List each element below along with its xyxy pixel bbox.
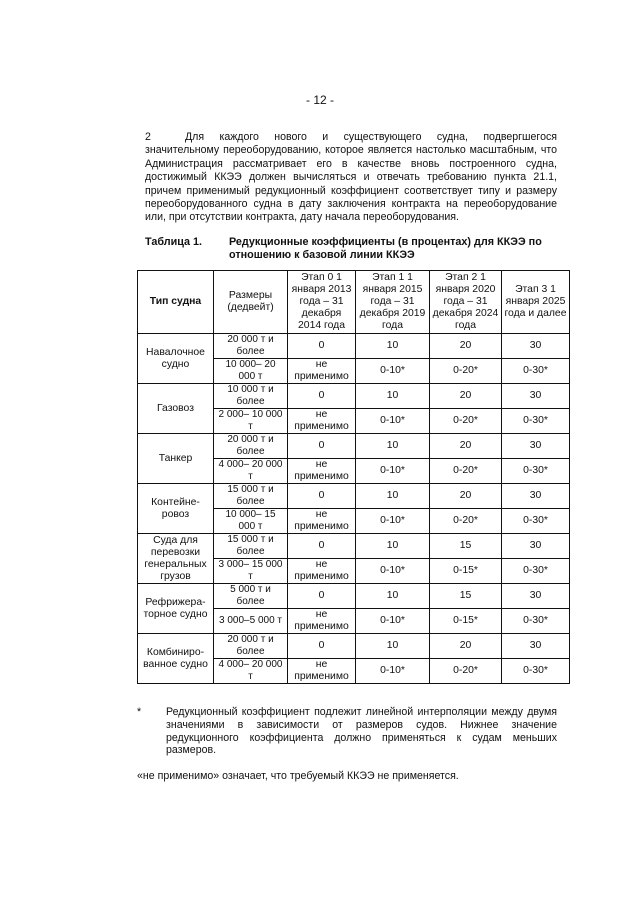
table-title: Редукционные коэффициенты (в процентах) для ККЭЭ по отношению к базовой линии ККЭЭ [229,236,542,261]
ship-type-cell: Контейне- ровоз [138,484,214,534]
header-phase-3: Этап 3 1 января 2025 года и далее [502,271,570,334]
phase-0-cell: 0 [288,484,356,509]
table-row [138,334,570,359]
size-cell: 4 000– 20 000 т [214,459,288,484]
phase-1-cell: 10 [356,484,430,509]
size-cell: 10 000– 15 000 т [214,509,288,534]
table-header-row [138,271,570,334]
phase-0-cell: не применимо [288,659,356,684]
table-row [138,584,570,609]
size-cell: 15 000 т и более [214,534,288,559]
intro-paragraph [145,131,557,225]
phase-2-cell: 0-20* [430,359,502,384]
phase-2-cell: 15 [430,584,502,609]
ship-type-cell: Газовоз [138,384,214,434]
phase-3-cell: 30 [502,384,570,409]
size-cell: 10 000– 20 000 т [214,359,288,384]
size-cell: 2 000– 10 000 т [214,409,288,434]
phase-2-cell: 0-15* [430,609,502,634]
phase-2-cell: 0-20* [430,409,502,434]
table-row [138,534,570,559]
phase-2-cell: 20 [430,634,502,659]
ship-type-cell: Рефрижера- торное судно [138,584,214,634]
phase-3-cell: 0-30* [502,359,570,384]
size-cell: 4 000– 20 000 т [214,659,288,684]
phase-3-cell: 30 [502,484,570,509]
phase-2-cell: 0-20* [430,459,502,484]
size-cell: 3 000–5 000 т [214,609,288,634]
phase-2-cell: 20 [430,334,502,359]
phase-2-cell: 20 [430,434,502,459]
phase-0-cell: 0 [288,384,356,409]
phase-0-cell: не применимо [288,509,356,534]
phase-0-cell: не применимо [288,459,356,484]
phase-1-cell: 10 [356,584,430,609]
phase-2-cell: 20 [430,484,502,509]
size-cell: 3 000– 15 000 т [214,559,288,584]
phase-0-cell: 0 [288,534,356,559]
size-cell: 20 000 т и более [214,434,288,459]
paragraph-number: 2 [145,131,151,143]
ship-type-cell: Навалочное судно [138,334,214,384]
size-cell: 20 000 т и более [214,334,288,359]
phase-0-cell: не применимо [288,409,356,434]
ship-type-cell: Танкер [138,434,214,484]
phase-3-cell: 0-30* [502,559,570,584]
not-applicable-note: «не применимо» означает, что требуемый ККЭЭ не применяется. [137,770,459,782]
size-cell: 10 000 т и более [214,384,288,409]
phase-3-cell: 30 [502,434,570,459]
phase-1-cell: 0-10* [356,509,430,534]
phase-2-cell: 0-20* [430,659,502,684]
phase-3-cell: 0-30* [502,509,570,534]
header-phase-0: Этап 0 1 января 2013 года – 31 декабря 2014 года [288,271,356,334]
ship-type-cell: Комбиниро- ванное судно [138,634,214,684]
phase-1-cell: 0-10* [356,409,430,434]
phase-0-cell: 0 [288,334,356,359]
phase-0-cell: не применимо [288,559,356,584]
size-cell: 15 000 т и более [214,484,288,509]
footnote-marker: * [137,706,142,718]
phase-1-cell: 10 [356,384,430,409]
phase-3-cell: 30 [502,634,570,659]
phase-1-cell: 0-10* [356,559,430,584]
ship-type-cell: Суда для перевозки генеральных грузов [138,534,214,584]
table-row [138,434,570,459]
phase-3-cell: 0-30* [502,459,570,484]
header-phase-2: Этап 2 1 января 2020 года – 31 декабря 2024 года [430,271,502,334]
header-size: Размеры (дедвейт) [214,271,288,334]
phase-1-cell: 10 [356,434,430,459]
phase-3-cell: 0-30* [502,409,570,434]
footnote-text: Редукционный коэффициент подлежит линейной интерполяции между двумя значениями в зависимости от размеров судов. Нижнее значение редукционного коэффициента должно применяться к судам меньших размеров. [166,706,557,757]
table-row [138,384,570,409]
size-cell: 5 000 т и более [214,584,288,609]
phase-1-cell: 10 [356,534,430,559]
phase-2-cell: 20 [430,384,502,409]
phase-1-cell: 0-10* [356,659,430,684]
phase-3-cell: 30 [502,334,570,359]
phase-1-cell: 10 [356,334,430,359]
phase-3-cell: 0-30* [502,659,570,684]
phase-0-cell: не применимо [288,359,356,384]
phase-0-cell: 0 [288,434,356,459]
header-phase-1: Этап 1 1 января 2015 года – 31 декабря 2019 года [356,271,430,334]
phase-2-cell: 0-15* [430,559,502,584]
phase-3-cell: 0-30* [502,609,570,634]
phase-2-cell: 15 [430,534,502,559]
phase-1-cell: 0-10* [356,459,430,484]
phase-3-cell: 30 [502,584,570,609]
phase-1-cell: 0-10* [356,609,430,634]
phase-1-cell: 0-10* [356,359,430,384]
page-number: - 12 - [305,93,334,107]
table-row [138,634,570,659]
paragraph-text: Для каждого нового и существующего судна, подвергшегося значительному переоборудованию, которое является настолько масштабным, что Администрация рассматривает его в качестве вновь построенного судна, достижимый ККЭЭ должен вычисляться и отвечать требованию пункта 21.1, причем применимый редукционный коэффициент соответствует типу и размеру переоборудованного судна в дату заключения контракта на переоборудование или, при отсутствии контракта, дату начала переоборудования. [145,131,557,224]
phase-0-cell: 0 [288,584,356,609]
table-label: Таблица 1. [145,236,203,248]
phase-0-cell: не применимо [288,609,356,634]
phase-3-cell: 30 [502,534,570,559]
phase-0-cell: 0 [288,634,356,659]
reduction-factors-table [137,270,570,684]
table-row [138,484,570,509]
phase-2-cell: 0-20* [430,509,502,534]
header-ship-type: Тип судна [138,271,214,334]
size-cell: 20 000 т и более [214,634,288,659]
phase-1-cell: 10 [356,634,430,659]
